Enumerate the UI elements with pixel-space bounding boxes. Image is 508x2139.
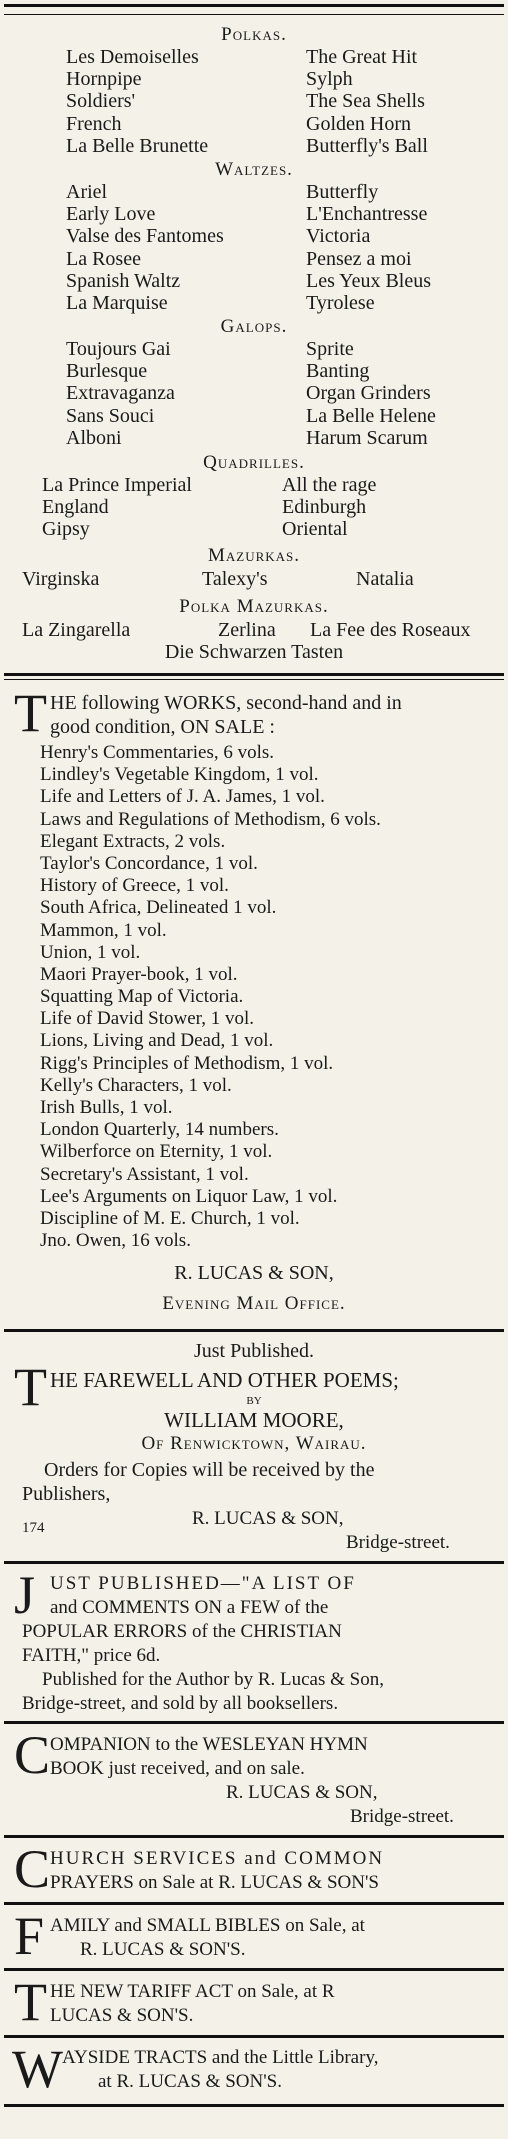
list-item: Butterfly: [306, 181, 379, 203]
poems-place: Of Renwicktown, Wairau.: [141, 1433, 367, 1454]
polka-mazurka-item: La Zingarella: [22, 619, 131, 641]
list-item: Union, 1 vol.: [40, 941, 141, 963]
list-item: The Sea Shells: [306, 90, 425, 113]
hymn-line-1: OMPANION to the WESLEYAN HYMN: [50, 1734, 368, 1755]
section-rule: [4, 1721, 504, 1724]
section-rule: [4, 2104, 504, 2107]
list-item: Tyrolese: [306, 291, 375, 314]
works-office: Evening Mail Office.: [162, 1293, 346, 1314]
poems-dropcap: T: [14, 1357, 47, 1417]
poems-number: 174: [22, 1520, 45, 1536]
mazurka-item: Natalia: [356, 568, 414, 590]
hymn-address: Bridge-street.: [350, 1806, 454, 1827]
errors-line-6: Bridge-street, and sold by all booksellers.: [22, 1693, 339, 1714]
list-item: Toujours Gai: [66, 338, 171, 360]
waltzes-heading: Waltzes.: [215, 159, 293, 180]
list-item: Banting: [306, 360, 370, 383]
list-item: Squatting Map of Victoria.: [40, 986, 244, 1008]
poems-orders-1: Orders for Copies will be received by the: [44, 1459, 375, 1481]
polka-mazurka-item: La Fee des Roseaux: [310, 619, 471, 641]
quadrilles-left-list: [42, 474, 192, 541]
works-line-2: good condition, ON SALE :: [50, 716, 275, 738]
list-item: Golden Horn: [306, 112, 411, 135]
mazurkas-heading: Mazurkas.: [207, 545, 301, 566]
church-line-1: HURCH SERVICES and COMMON: [50, 1848, 385, 1869]
galops-right-list: [306, 338, 436, 449]
list-item: Mammon, 1 vol.: [40, 919, 167, 941]
list-item: Extravaganza: [66, 382, 175, 405]
polkas-heading: Polkas.: [221, 24, 287, 45]
list-item: Sprite: [306, 338, 354, 360]
waltzes-left-list: [66, 181, 224, 314]
list-item: Discipline of M. E. Church, 1 vol.: [40, 1207, 300, 1229]
list-item: Jno. Owen, 16 vols.: [40, 1230, 191, 1252]
list-item: La Prince Imperial: [42, 474, 192, 496]
poems-by: BY: [246, 1395, 262, 1407]
list-item: Sylph: [306, 68, 353, 91]
waltzes-right-list: [306, 181, 431, 314]
list-item: Taylor's Concordance, 1 vol.: [40, 852, 258, 874]
polka-mazurkas-heading: Polka Mazurkas.: [179, 596, 329, 617]
list-item: Lee's Arguments on Liquor Law, 1 vol.: [40, 1185, 338, 1207]
list-item: England: [42, 496, 109, 519]
list-item: All the rage: [282, 474, 377, 496]
errors-line-1: UST PUBLISHED—"A LIST OF: [50, 1573, 356, 1594]
list-item: Life and Letters of J. A. James, 1 vol.: [40, 786, 325, 808]
quadrilles-right-list: [282, 474, 376, 541]
tracts-dropcap: W: [12, 2039, 63, 2099]
tariff-dropcap: T: [14, 1972, 47, 2032]
list-item: Early Love: [66, 203, 156, 226]
church-line-2: PRAYERS on Sale at R. LUCAS & SON'S: [50, 1872, 379, 1893]
polkas-left-list: [66, 46, 208, 157]
list-item: Maori Prayer-book, 1 vol.: [40, 963, 238, 985]
list-item: Les Demoiselles: [66, 46, 199, 68]
tariff-line-1: HE NEW TARIFF ACT on Sale, at R: [50, 1981, 335, 2002]
section-rule: [4, 1561, 504, 1564]
hymn-signature: R. LUCAS & SON,: [226, 1782, 378, 1803]
section-rule: [4, 2035, 504, 2038]
errors-line-2: and COMMENTS ON a FEW of the: [50, 1597, 329, 1618]
list-item: Henry's Commentaries, 6 vols.: [40, 742, 275, 763]
list-item: History of Greece, 1 vol.: [40, 875, 229, 897]
errors-line-3: POPULAR ERRORS of the CHRISTIAN: [22, 1621, 342, 1642]
list-item: Elegant Extracts, 2 vols.: [40, 830, 226, 852]
section-rule: [4, 1835, 504, 1838]
errors-dropcap: J: [14, 1565, 36, 1625]
list-item: Ariel: [66, 181, 108, 203]
poems-address: Bridge-street.: [346, 1532, 450, 1553]
list-item: Kelly's Characters, 1 vol.: [40, 1074, 232, 1096]
list-item: Irish Bulls, 1 vol.: [40, 1097, 173, 1118]
tracts-line-1: AYSIDE TRACTS and the Little Library,: [62, 2047, 379, 2068]
list-item: Hornpipe: [66, 68, 142, 91]
errors-line-5: Published for the Author by R. Lucas & Son,: [42, 1669, 384, 1690]
list-item: Secretary's Assistant, 1 vol.: [40, 1163, 249, 1185]
works-signature: R. LUCAS & SON,: [174, 1262, 334, 1284]
section-rule: [4, 1968, 504, 1971]
list-item: Sans Souci: [66, 404, 155, 427]
poems-title: HE FAREWELL AND OTHER POEMS;: [50, 1368, 399, 1392]
list-item: La Rosee: [66, 247, 141, 270]
list-item: Valse des Fantomes: [66, 225, 224, 248]
bibles-dropcap: F: [14, 1906, 45, 1966]
tracts-line-2: at R. LUCAS & SON'S.: [98, 2071, 282, 2092]
list-item: Butterfly's Ball: [306, 134, 428, 157]
list-item: Laws and Regulations of Methodism, 6 vols.: [40, 808, 381, 830]
poems-just-published: Just Published.: [193, 1340, 315, 1362]
section-rule: [4, 1329, 504, 1332]
list-item: Edinburgh: [282, 496, 367, 519]
top-rule: [4, 4, 504, 15]
list-item: Spanish Waltz: [66, 269, 181, 292]
polka-mazurka-item: Zerlina: [218, 619, 276, 641]
list-item: Gipsy: [42, 518, 90, 541]
works-list: [40, 742, 381, 1252]
mazurka-item: Talexy's: [202, 568, 268, 590]
mazurka-item: Virginska: [22, 568, 100, 590]
list-item: Life of David Stower, 1 vol.: [40, 1008, 255, 1030]
list-item: Pensez a moi: [306, 247, 412, 270]
galops-left-list: [66, 338, 175, 449]
list-item: Alboni: [66, 426, 122, 449]
list-item: Harum Scarum: [306, 426, 428, 449]
poems-signature: R. LUCAS & SON,: [192, 1508, 344, 1529]
galops-heading: Galops.: [220, 316, 288, 337]
poems-orders-2: Publishers,: [22, 1483, 111, 1505]
list-item: French: [66, 112, 122, 135]
list-item: Organ Grinders: [306, 382, 431, 405]
list-item: London Quarterly, 14 numbers.: [40, 1119, 279, 1141]
list-item: Burlesque: [66, 360, 148, 383]
list-item: Rigg's Principles of Methodism, 1 vol.: [40, 1052, 334, 1074]
section-rule: [4, 673, 504, 680]
works-dropcap: T: [14, 683, 47, 743]
hymn-dropcap: C: [14, 1725, 51, 1785]
list-item: Les Yeux Bleus: [306, 269, 432, 292]
tariff-line-2: LUCAS & SON'S.: [50, 2005, 194, 2026]
list-item: Lindley's Vegetable Kingdom, 1 vol.: [40, 764, 319, 786]
list-item: Soldiers': [66, 90, 136, 113]
list-item: La Belle Helene: [306, 404, 436, 427]
list-item: Lions, Living and Dead, 1 vol.: [40, 1030, 274, 1052]
list-item: Wilberforce on Eternity, 1 vol.: [40, 1141, 273, 1163]
bibles-line-1: AMILY and SMALL BIBLES on Sale, at: [50, 1915, 365, 1936]
list-item: The Great Hit: [306, 46, 418, 68]
section-rule: [4, 1902, 504, 1905]
list-item: L'Enchantresse: [306, 203, 428, 226]
list-item: La Belle Brunette: [66, 134, 209, 157]
list-item: La Marquise: [66, 291, 168, 314]
list-item: South Africa, Delineated 1 vol.: [40, 897, 277, 919]
list-item: Oriental: [282, 518, 348, 541]
polka-mazurka-last: Die Schwarzen Tasten: [164, 641, 344, 663]
church-dropcap: C: [14, 1839, 51, 1899]
works-line-1: HE following WORKS, second-hand and in: [50, 692, 402, 714]
bibles-line-2: R. LUCAS & SON'S.: [80, 1939, 246, 1960]
poems-author: WILLIAM MOORE,: [164, 1408, 344, 1432]
hymn-line-2: BOOK just received, and on sale.: [50, 1758, 305, 1779]
polkas-right-list: [306, 46, 428, 157]
quadrilles-heading: Quadrilles.: [203, 452, 305, 473]
list-item: Victoria: [306, 225, 371, 248]
errors-line-4: FAITH," price 6d.: [22, 1645, 161, 1666]
